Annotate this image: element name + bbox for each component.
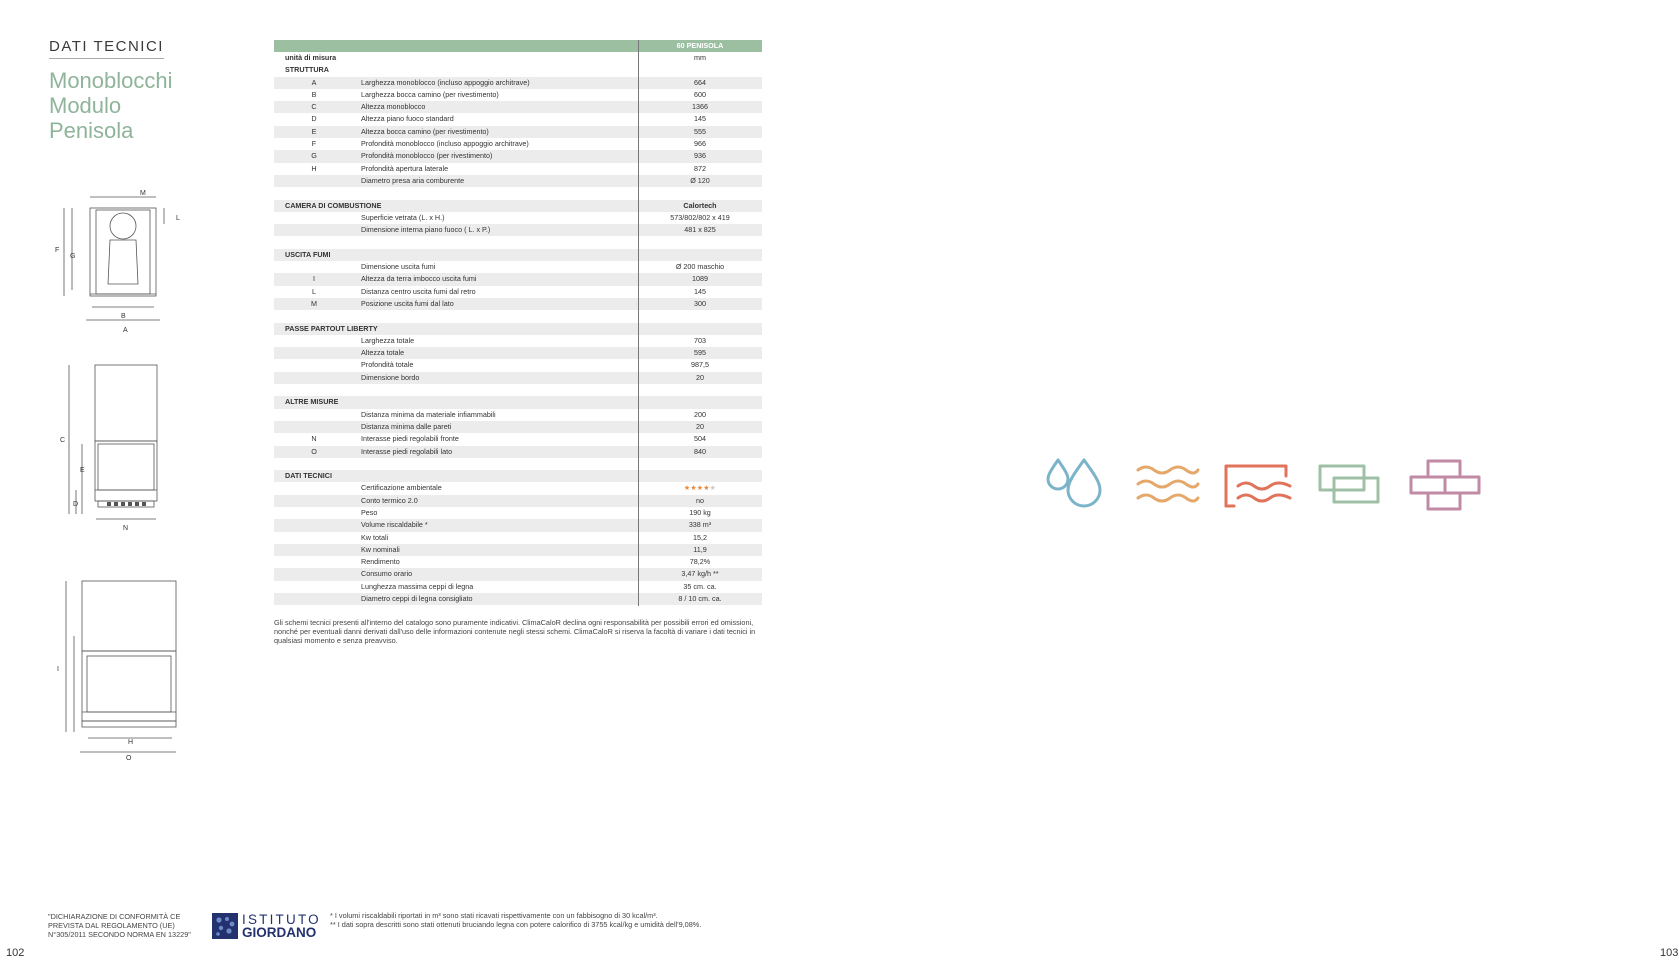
spec-value: 1089	[692, 274, 708, 284]
section-title: ALTRE MISURE	[285, 397, 339, 407]
spec-value: 703	[694, 335, 706, 345]
spec-label: Larghezza bocca camino (per rivestimento)	[361, 89, 499, 99]
spec-label: Altezza totale	[361, 348, 405, 358]
table-row	[274, 593, 762, 605]
table-row	[274, 212, 762, 224]
spec-label: Dimensione interna piano fuoco ( L. x P.)	[361, 225, 491, 235]
spec-value: 78,2%	[689, 557, 711, 567]
spec-value: 966	[694, 139, 706, 149]
table-row	[274, 261, 762, 273]
spec-label: Larghezza totale	[361, 335, 415, 345]
table-row	[274, 150, 762, 162]
spec-label: Profondità monoblocco (incluso appoggio architrave)	[361, 139, 529, 149]
stacked-panels-icon	[1318, 464, 1382, 506]
spec-label: Altezza piano fuoco standard	[361, 114, 454, 124]
spec-label: Kw nominali	[361, 544, 400, 554]
spec-value: 20	[696, 372, 704, 382]
heated-air-icon	[1224, 462, 1294, 508]
table-spacer-row	[274, 236, 762, 248]
spec-label: Altezza da terra imbocco uscita fumi	[361, 274, 477, 284]
dimension-code: F	[311, 139, 317, 149]
dim-label-d: D	[73, 501, 79, 508]
table-row	[274, 89, 762, 101]
spec-value: 15,2	[693, 532, 707, 542]
spec-label: Profondità totale	[361, 360, 414, 370]
side-view-drawing	[52, 576, 192, 766]
spec-value: 200	[694, 409, 706, 419]
spec-label: Interasse piedi regolabili fronte	[361, 434, 459, 444]
dimension-code: H	[311, 163, 317, 173]
dimension-code: B	[311, 89, 317, 99]
table-row	[274, 507, 762, 519]
table-section-row	[274, 200, 762, 212]
spec-label: Distanza centro uscita fumi dal retro	[361, 286, 476, 296]
table-row	[274, 421, 762, 433]
dim-label-n: N	[123, 525, 129, 532]
section-label: DATI TECNICI	[49, 38, 164, 59]
spec-value: 3,47 kg/h **	[681, 569, 719, 579]
spec-value: 145	[694, 286, 706, 296]
front-view-drawing	[52, 360, 192, 535]
spec-label: Peso	[361, 507, 378, 517]
table-row	[274, 446, 762, 458]
table-row	[274, 113, 762, 125]
table-spacer-row	[274, 310, 762, 322]
table-row	[274, 77, 762, 89]
spec-value: 504	[694, 434, 706, 444]
dimension-code: C	[311, 102, 317, 112]
spec-label: Posizione uscita fumi dal lato	[361, 298, 454, 308]
spec-label: Diametro presa aria comburente	[361, 175, 465, 185]
star-filled-icon: ★	[696, 483, 704, 493]
title-line: Penisola	[49, 118, 134, 143]
footnote: ** I dati sopra descritti sono stati ottenuti bruciando legna con potere calorifico di 3755 kcal/kg e umidità dell'9,08%.	[330, 920, 702, 929]
istituto-giordano-logo	[212, 912, 321, 940]
spec-value: 300	[694, 298, 706, 308]
table-row	[274, 175, 762, 187]
dimension-code: G	[311, 151, 317, 161]
spec-label: Kw totali	[361, 532, 389, 542]
bricks-icon	[1408, 458, 1482, 514]
dimension-code: A	[311, 77, 317, 87]
top-view-drawing	[52, 186, 192, 336]
spec-value: 600	[694, 89, 706, 99]
dim-label-b: B	[121, 313, 126, 320]
footnote: * I volumi riscaldabili riportati in m³ sono stati ricavati rispettivamente con un fabbisogno di 30 kcal/m³.	[330, 911, 658, 920]
rating-stars	[638, 482, 762, 494]
table-row	[274, 359, 762, 371]
table-row	[274, 101, 762, 113]
dimension-code: O	[311, 446, 317, 456]
spec-value: 481 x 825	[684, 225, 716, 235]
spec-label: Dimensione bordo	[361, 372, 420, 382]
dim-label-e: E	[80, 467, 85, 474]
dimension-code: N	[311, 434, 317, 444]
table-section-row	[274, 323, 762, 335]
table-section-row	[274, 64, 762, 76]
table-row	[274, 224, 762, 236]
dim-label-l: L	[176, 215, 180, 222]
dimension-code: D	[311, 114, 317, 124]
table-row	[274, 409, 762, 421]
spec-label: Lunghezza massima ceppi di legna	[361, 581, 474, 591]
table-row	[274, 372, 762, 384]
table-row	[274, 433, 762, 445]
star-filled-icon: ★	[690, 483, 697, 493]
spec-value: 840	[694, 446, 706, 456]
spec-label: Certificazione ambientale	[361, 483, 442, 493]
table-row	[274, 519, 762, 531]
spec-label: Interasse piedi regolabili lato	[361, 446, 453, 456]
spec-label: Superficie vetrata (L. x H.)	[361, 212, 445, 222]
page-title	[49, 68, 173, 143]
spec-label: Volume riscaldabile *	[361, 520, 428, 530]
conformity-declaration: "DICHIARAZIONE DI CONFORMITÀ CE PREVISTA DAL REGOLAMENTO (UE) N°305/2011 SECONDO NORMA EN 13229"	[48, 912, 191, 939]
table-row	[274, 126, 762, 138]
column-divider	[638, 40, 639, 606]
spec-value: 555	[694, 126, 706, 136]
table-body	[274, 64, 762, 605]
units-row	[274, 52, 762, 64]
spec-label: Altezza monoblocco	[361, 102, 426, 112]
table-row	[274, 163, 762, 175]
table-row	[274, 482, 762, 494]
spec-value: 190 kg	[689, 507, 711, 517]
spec-table	[274, 40, 762, 605]
section-title: STRUTTURA	[285, 65, 329, 75]
spec-value: 145	[694, 114, 706, 124]
dim-label-a: A	[123, 327, 128, 334]
spec-value: 987,5	[691, 360, 709, 370]
dim-label-o: O	[126, 755, 132, 762]
table-row	[274, 335, 762, 347]
dimension-code: L	[312, 286, 316, 296]
table-row	[274, 495, 762, 507]
spec-label: Profondità monoblocco (per rivestimento)	[361, 151, 493, 161]
section-title: DATI TECNICI	[285, 471, 332, 481]
star-filled-icon: ★	[703, 483, 710, 493]
table-row	[274, 138, 762, 150]
table-section-row	[274, 396, 762, 408]
table-row	[274, 544, 762, 556]
spec-label: Rendimento	[361, 557, 400, 567]
spec-value: 595	[694, 348, 706, 358]
spec-value: Ø 120	[690, 175, 710, 185]
spec-label: Consumo orario	[361, 569, 413, 579]
table-spacer-row	[274, 384, 762, 396]
spec-value: 872	[694, 163, 706, 173]
spec-label: Profondità apertura laterale	[361, 163, 449, 173]
spec-value: 573/802/802 x 419	[670, 212, 730, 222]
dim-label-g: G	[70, 253, 76, 260]
logo-mark-icon	[212, 913, 238, 939]
spec-value: Ø 200 maschio	[675, 262, 725, 272]
table-header-row	[274, 40, 762, 52]
dim-label-m: M	[140, 190, 146, 197]
spec-value: no	[696, 495, 704, 505]
spec-value: 35 cm. ca.	[683, 581, 717, 591]
spec-label: Conto termico 2.0	[361, 495, 418, 505]
air-waves-icon	[1136, 464, 1200, 506]
section-title: CAMERA DI COMBUSTIONE	[285, 200, 382, 210]
table-row	[274, 581, 762, 593]
spec-label: Larghezza monoblocco (incluso appoggio architrave)	[361, 77, 530, 87]
dim-label-h: H	[128, 739, 134, 746]
spec-value: 11,9	[693, 544, 707, 554]
table-section-row	[274, 249, 762, 261]
dimension-code: I	[313, 274, 315, 284]
units-label: unità di misura	[285, 53, 337, 62]
spec-label: Dimensione uscita fumi	[361, 262, 436, 272]
table-row	[274, 273, 762, 285]
logo-text-line1: ISTITUTO	[242, 912, 321, 927]
spec-value: 20	[696, 421, 704, 431]
table-row	[274, 347, 762, 359]
star-empty-icon: ★	[709, 483, 717, 493]
spec-value: 664	[694, 77, 706, 87]
column-header: 60 PENISOLA	[676, 41, 724, 50]
dim-label-c: C	[60, 437, 66, 444]
spec-value: 338 m³	[688, 520, 712, 530]
section-value: Calortech	[683, 200, 717, 210]
table-row	[274, 532, 762, 544]
dimension-code: M	[311, 298, 317, 308]
page-number-left: 102	[6, 947, 25, 959]
water-drop-icon	[1046, 456, 1108, 516]
title-line: Monoblocchi	[49, 68, 173, 93]
table-row	[274, 298, 762, 310]
table-spacer-row	[274, 187, 762, 199]
table-spacer-row	[274, 458, 762, 470]
table-row	[274, 556, 762, 568]
footnotes	[330, 911, 770, 929]
dimension-code: E	[311, 126, 317, 136]
title-line: Modulo	[49, 93, 122, 118]
section-title: PASSE PARTOUT LIBERTY	[285, 323, 378, 333]
table-row	[274, 286, 762, 298]
section-title: USCITA FUMI	[285, 249, 331, 259]
spec-label: Diametro ceppi di legna consigliato	[361, 594, 473, 604]
spec-label: Altezza bocca camino (per rivestimento)	[361, 126, 489, 136]
table-row	[274, 568, 762, 580]
logo-text-line2: GIORDANO	[242, 925, 317, 940]
units-value: mm	[694, 53, 706, 62]
page-number-right: 103	[1660, 947, 1679, 959]
dim-label-f: F	[55, 247, 60, 254]
spec-value: 936	[694, 151, 706, 161]
spec-label: Distanza minima dalle pareti	[361, 421, 452, 431]
spec-label: Distanza minima da materiale infiammabili	[361, 409, 496, 419]
table-section-row	[274, 470, 762, 482]
spec-value: 1366	[692, 102, 708, 112]
spec-value: 8 / 10 cm. ca.	[678, 594, 722, 604]
disclaimer: Gli schemi tecnici presenti all'interno del catalogo sono puramente indicativi. ClimaCaloR declina ogni responsabilità per possibili errori ed omissioni, nonché per eventuali danni derivati dall'uso delle informazioni contenute negli stessi schemi. ClimaCaloR si riserva la facoltà di variare i dati tecnici in qualsiasi momento e senza preavviso.	[274, 618, 756, 645]
star-filled-icon: ★	[683, 483, 691, 493]
dim-label-i: I	[57, 666, 59, 673]
